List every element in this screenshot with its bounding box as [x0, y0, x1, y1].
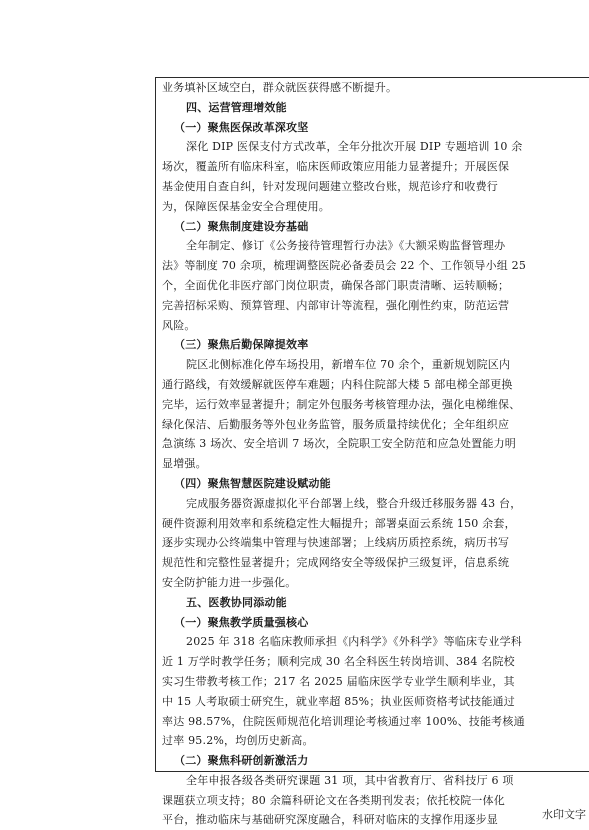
document-body — [162, 78, 575, 830]
section-heading: （三）聚焦后勤保障提效率 — [174, 338, 309, 352]
paragraph-line: 显增强。 — [162, 457, 207, 471]
paragraph-line: 个，全面优化非医疗部门岗位职责，确保各部门职责清晰、运转顺畅； — [162, 278, 510, 292]
paragraph-line: 全年制定、修订《公务接待管理暂行办法》《大额采购监督管理办 — [186, 239, 506, 253]
paragraph-line: 平台，推动临床与基础研究深度融合，科研对临床的支撑作用逐步显 — [162, 813, 498, 827]
paragraph-line: 业务填补区域空白，群众就医获得感不断提升。 — [162, 81, 398, 94]
paragraph-line: 通行路线，有效缓解就医停车难题；内科住院部大楼 5 部电梯全部更换 — [162, 377, 513, 391]
paragraph-line: 课题获立项支持；80 余篇科研论文在各类期刊发表；依托校院一体化 — [162, 793, 505, 807]
paragraph-line: 为，保障医保基金安全合理使用。 — [162, 199, 330, 213]
paragraph-line: 近 1 万学时教学任务；顺利完成 30 名全科医生转岗培训、384 名院校 — [162, 655, 515, 669]
paragraph-line: 中 15 人考取硕士研究生，就业率超 85%；执业医师资格考试技能通过 — [162, 694, 515, 708]
paragraph-line: 2025 年 318 名临床教师承担《内科学》《外科学》等临床专业学科 — [186, 635, 522, 649]
section-heading: 五、医教协同添动能 — [186, 595, 287, 609]
paragraph-line: 完成服务器资源虚拟化平台部署上线，整合升级迁移服务器 43 台， — [186, 496, 522, 510]
paragraph-line: 深化 DIP 医保支付方式改革，全年分批次开展 DIP 专题培训 10 余 — [186, 140, 523, 154]
paragraph-line: 过率 95.2%，均创历史新高。 — [162, 734, 314, 748]
paragraph-line: 安全防护能力进一步强化。 — [162, 575, 297, 589]
paragraph-line: 绿化保洁、后勤服务等外包业务监管，服务质量持续优化；全年组织应 — [162, 417, 510, 431]
watermark-text: 水印文字 — [542, 808, 586, 821]
paragraph-line: 实习生带教考核工作；217 名 2025 届临床医学专业学生顺利毕业，其 — [162, 674, 515, 688]
paragraph-line: 完善招标采购、预算管理、内部审计等流程，强化刚性约束，防范运营 — [162, 298, 510, 312]
paragraph-line: 基金使用自查自纠，针对发现问题建立整改台账，规范诊疗和收费行 — [162, 179, 498, 193]
section-heading: （一）聚焦医保改革深攻坚 — [174, 120, 309, 134]
paragraph-line: 院区北侧标准化停车场投用，新增车位 70 余个，重新规划院区内 — [186, 358, 511, 372]
section-heading: （二）聚焦制度建设夯基础 — [174, 219, 309, 233]
section-heading: 四、运营管理增效能 — [186, 100, 287, 114]
paragraph-line: 场次，覆盖所有临床科室，临床医师政策应用能力显著提升；开展医保 — [162, 160, 510, 174]
paragraph-line: 率达 98.57%，住院医师规范化培训理论考核通过率 100%、技能考核通 — [162, 714, 525, 728]
paragraph-line: 完毕，运行效率显著提升；制定外包服务考核管理办法，强化电梯维保、 — [162, 397, 521, 411]
paragraph-line: 规范性和完整性显著提升；完成网络安全等级保护三级复评，信息系统 — [162, 556, 510, 570]
paragraph-line: 风险。 — [162, 318, 196, 332]
section-heading: （二）聚焦科研创新激活力 — [174, 754, 309, 768]
paragraph-line: 法》等制度 70 余项，梳理调整医院必备委员会 22 个、工作领导小组 25 — [162, 259, 527, 273]
paragraph-line: 全年申报各级各类研究课题 31 项，其中省教育厅、省科技厅 6 项 — [186, 773, 514, 787]
paragraph-line: 硬件资源利用效率和系统稳定性大幅提升；部署桌面云系统 150 余套， — [162, 516, 516, 530]
paragraph-line: 急演练 3 场次、安全培训 7 场次，全院职工安全防范和应急处置能力明 — [162, 437, 516, 451]
paragraph-line: 逐步实现办公终端集中管理与快速部署；上线病历质控系统，病历书写 — [162, 536, 510, 550]
section-heading: （四）聚焦智慧医院建设赋动能 — [174, 476, 331, 490]
section-heading: （一）聚焦教学质量强核心 — [174, 615, 309, 629]
